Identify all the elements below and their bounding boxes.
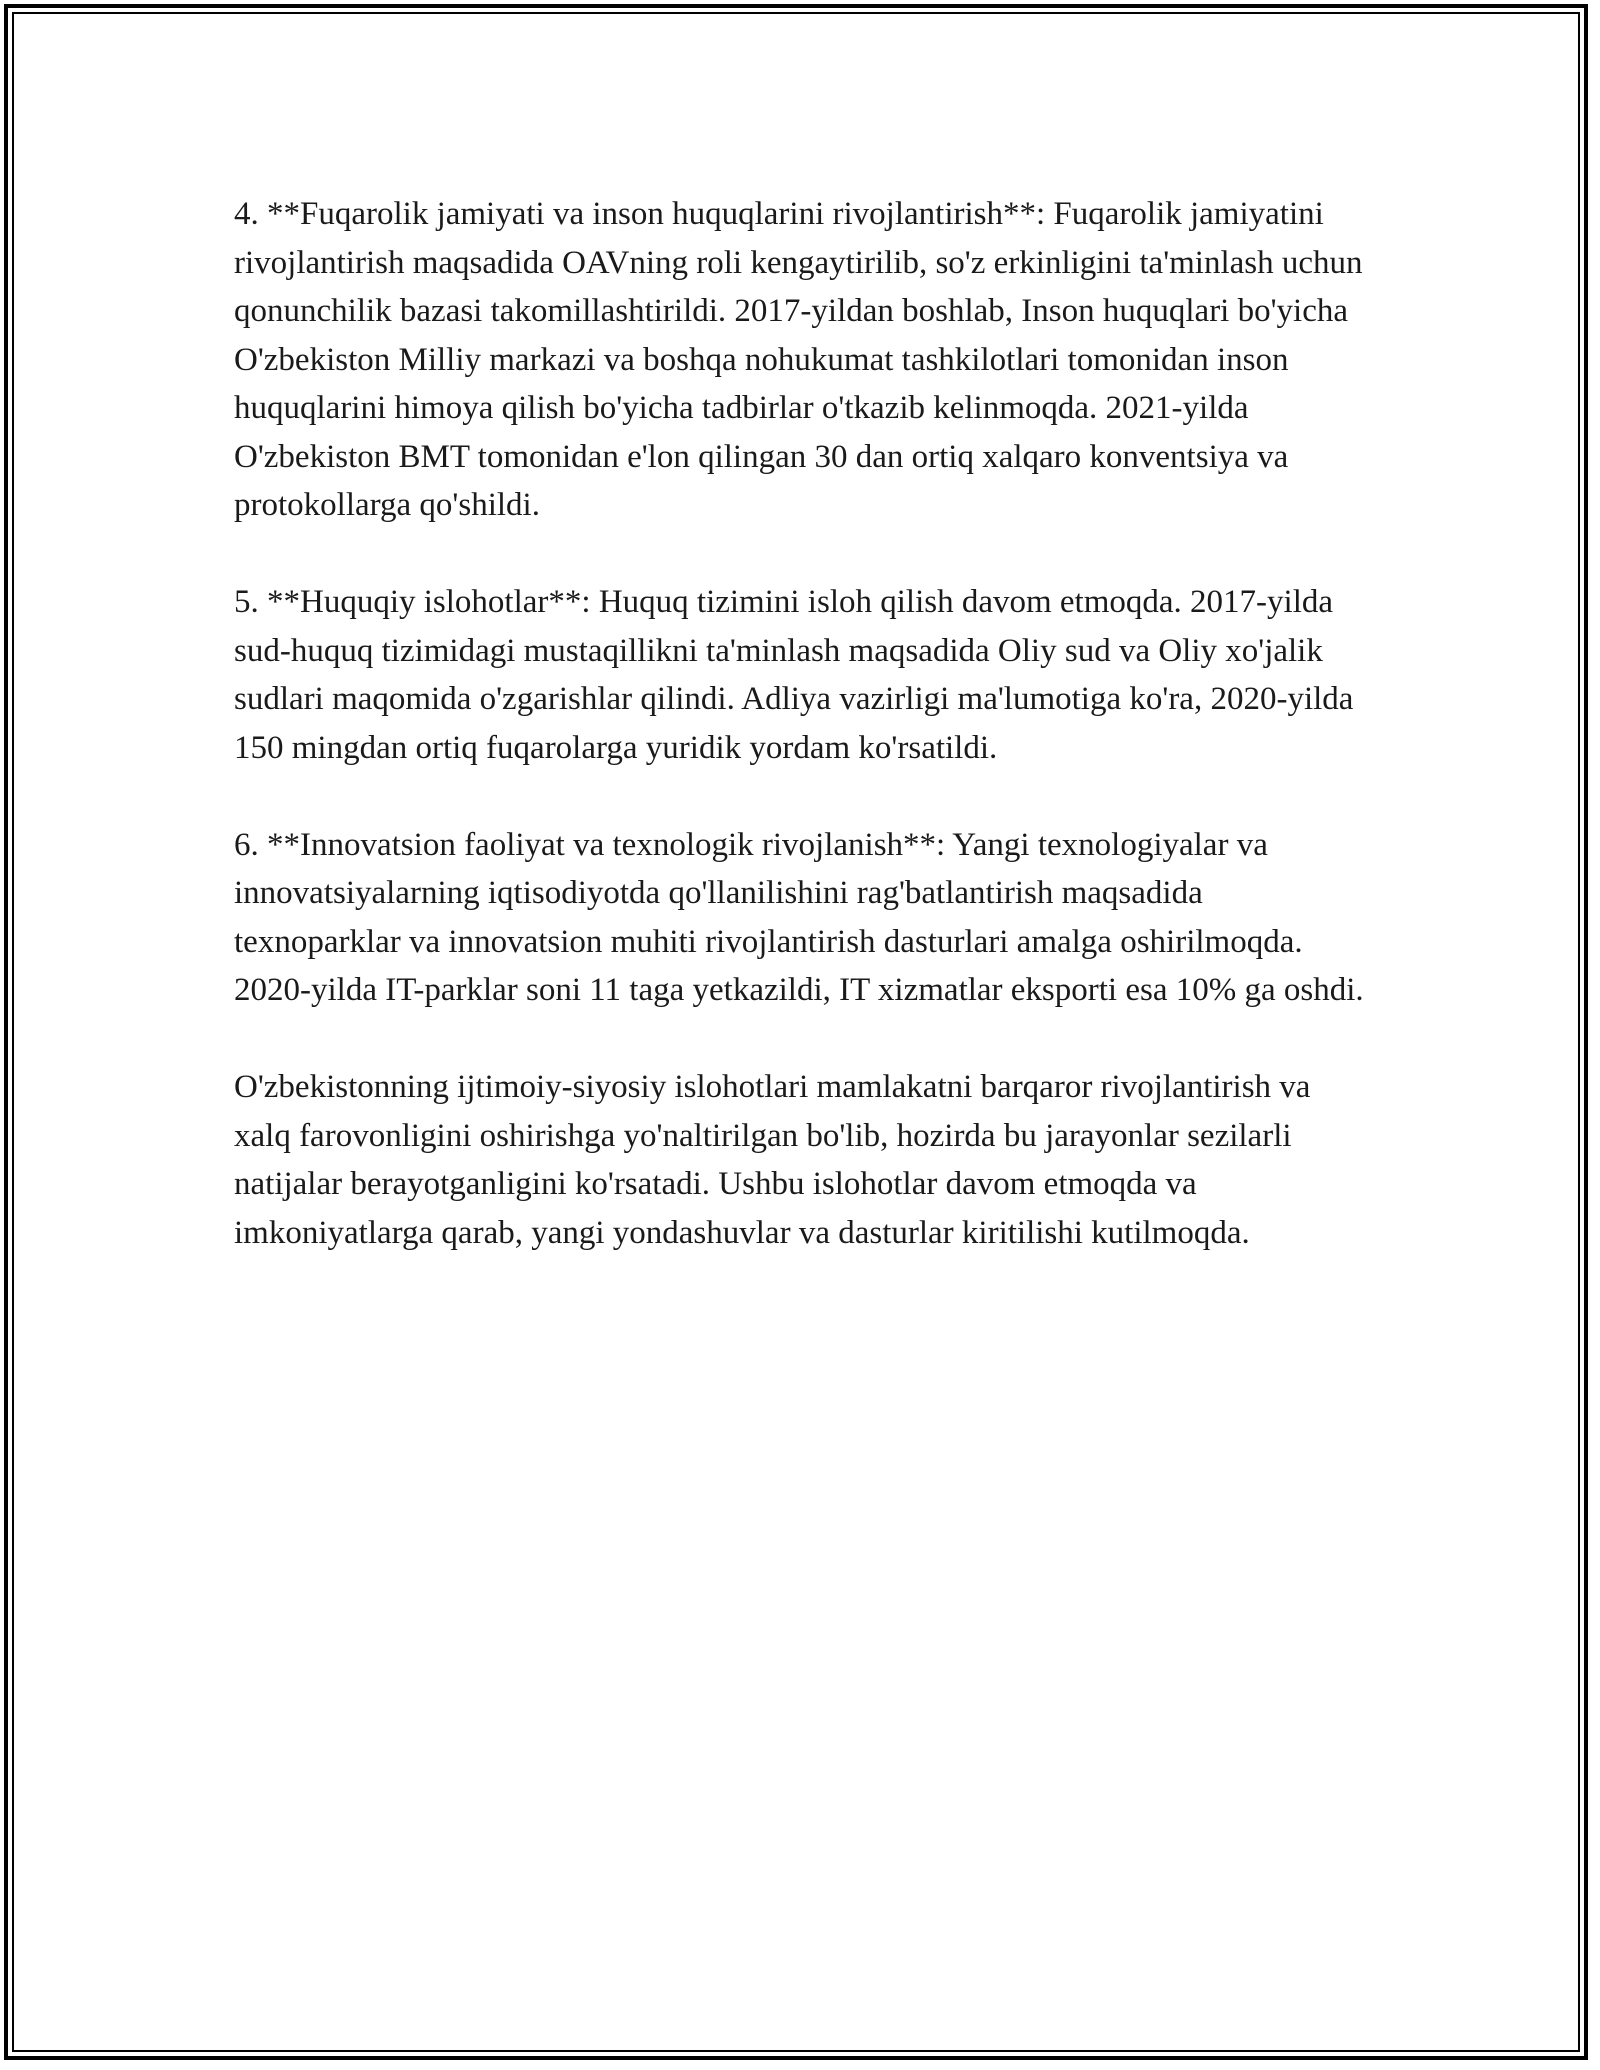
paragraph-civil-society: 4. **Fuqarolik jamiyati va inson huquqlarini rivojlantirish**: Fuqarolik jamiyatini rivojlantirish maqsadida OAVning roli kengaytirilib, so'z erkinligini ta'minlash uchun qonunchilik bazasi takomillashtirildi. 2017-yildan boshlab, Inson huquqlari bo'yicha O'zbekiston Milliy markazi va boshqa nohukumat tashkilotlari tomonidan inson huquqlarini himoya qilish bo'yicha tadbirlar o'tkazib kelinmoqda. 2021-yilda O'zbekiston BMT tomonidan e'lon qilingan 30 dan ortiq xalqaro konventsiya va protokollarga qo'shildi.: [234, 196, 1363, 523]
paragraph-conclusion: O'zbekistonning ijtimoiy-siyosiy islohotlari mamlakatni barqaror rivojlantirish va xalq farovonligini oshirishga yo'naltirilgan bo'lib, hozirda bu jarayonlar sezilarli natijalar berayotganligini ko'rsatadi. Ushbu islohotlar davom etmoqda va imkoniyatlarga qarab, yangi yondashuvlar va dasturlar kiritilishi kutilmoqda.: [234, 1069, 1311, 1251]
document-body: [234, 190, 1364, 1306]
paragraph-legal-reforms: 5. **Huquqiy islohotlar**: Huquq tizimini isloh qilish davom etmoqda. 2017-yilda sud-huquq tizimidagi mustaqillikni ta'minlash maqsadida Oliy sud va Oliy xo'jalik sudlari maqomida o'zgarishlar qilindi. Adliya vazirligi ma'lumotiga ko'ra, 2020-yilda 150 mingdan ortiq fuqarolarga yuridik yordam ko'rsatildi.: [234, 584, 1354, 766]
paragraph-innovation: 6. **Innovatsion faoliyat va texnologik rivojlanish**: Yangi texnologiyalar va innovatsiyalarning iqtisodiyotda qo'llanilishini rag'batlantirish maqsadida texnoparklar va innovatsion muhiti rivojlantirish dasturlari amalga oshirilmoqda. 2020-yilda IT-parklar soni 11 taga yetkazildi, IT xizmatlar eksporti esa 10% ga oshdi.: [234, 826, 1364, 1008]
